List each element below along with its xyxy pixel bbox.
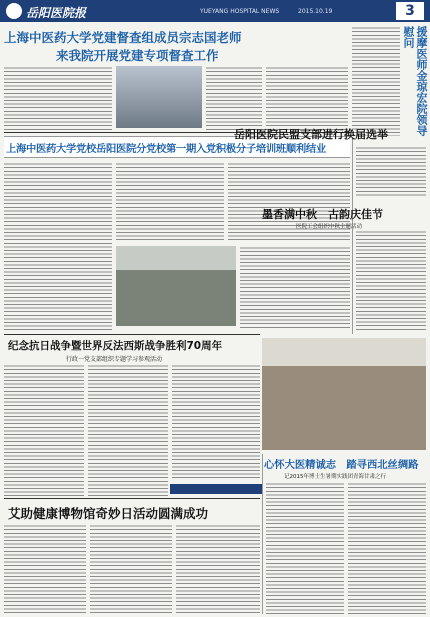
article-5-column-1 [4, 364, 84, 496]
article-6-headline: 艾助健康博物馆奇妙日活动圆满成功 [8, 506, 209, 521]
article-2-column-1 [4, 162, 112, 330]
article-5-column-3 [172, 364, 260, 480]
article-1-headline-line2: 来我院开展党建专项督查工作 [56, 48, 219, 63]
article-1-photo [116, 66, 202, 128]
article-3-column-1 [356, 146, 426, 198]
article-7-subhead: 记2015年博士生暑期实践团青海甘肃之行 [284, 474, 386, 480]
masthead-logo-icon [6, 3, 22, 19]
page-number: 3 [396, 2, 424, 20]
article-1-headline-line1: 上海中医药大学党建督查组成员宗志国老师 [4, 30, 242, 45]
article-2-column-4 [240, 246, 350, 330]
right-column-top-text [352, 26, 400, 136]
article-4-column-1 [356, 230, 426, 330]
article-2-headline: 上海中医药大学党校岳阳医院分党校第一期入党积极分子培训班顺利结业 [6, 143, 326, 155]
article-2-column-2 [116, 162, 224, 242]
paper-name: 岳阳医院报 [26, 6, 87, 20]
article-1-column-3 [266, 66, 348, 130]
article-4-headline: 墨香满中秋 古韵庆佳节 [262, 208, 383, 221]
article-1-column-1 [4, 66, 112, 130]
article-7-column-2 [348, 482, 426, 614]
calligraphy-photo [262, 338, 426, 450]
vertical-divider [262, 454, 263, 614]
article-3-headline: 岳阳医院民盟支部进行换届选举 [234, 128, 388, 141]
issue-date: 2015.10.19 [298, 8, 333, 15]
article-6-column-3 [176, 524, 260, 614]
article-7-column-1 [266, 482, 344, 614]
article-7-headline: 心怀大医精诚志 踏寻西北丝绸路 [264, 459, 419, 471]
divider [4, 498, 260, 499]
divider [4, 334, 260, 335]
article-5-bottom-caption [170, 484, 262, 494]
article-8-headline: 援摩医师金琼宏院领导慰问 [402, 26, 428, 136]
article-4-subhead: 医院工会组织中秋主题活动 [296, 224, 363, 230]
masthead [0, 0, 430, 22]
english-name: YUEYANG HOSPITAL NEWS [200, 8, 280, 15]
article-5-headline: 纪念抗日战争暨世界反法西斯战争胜利70周年 [8, 340, 223, 352]
article-5-column-2 [88, 364, 168, 496]
article-6-column-1 [4, 524, 86, 614]
article-1-column-2 [206, 66, 262, 130]
group-photo [116, 246, 236, 326]
article-5-subhead: 行政一党支部组织专题学习参观活动 [66, 356, 163, 363]
article-6-column-2 [90, 524, 172, 614]
